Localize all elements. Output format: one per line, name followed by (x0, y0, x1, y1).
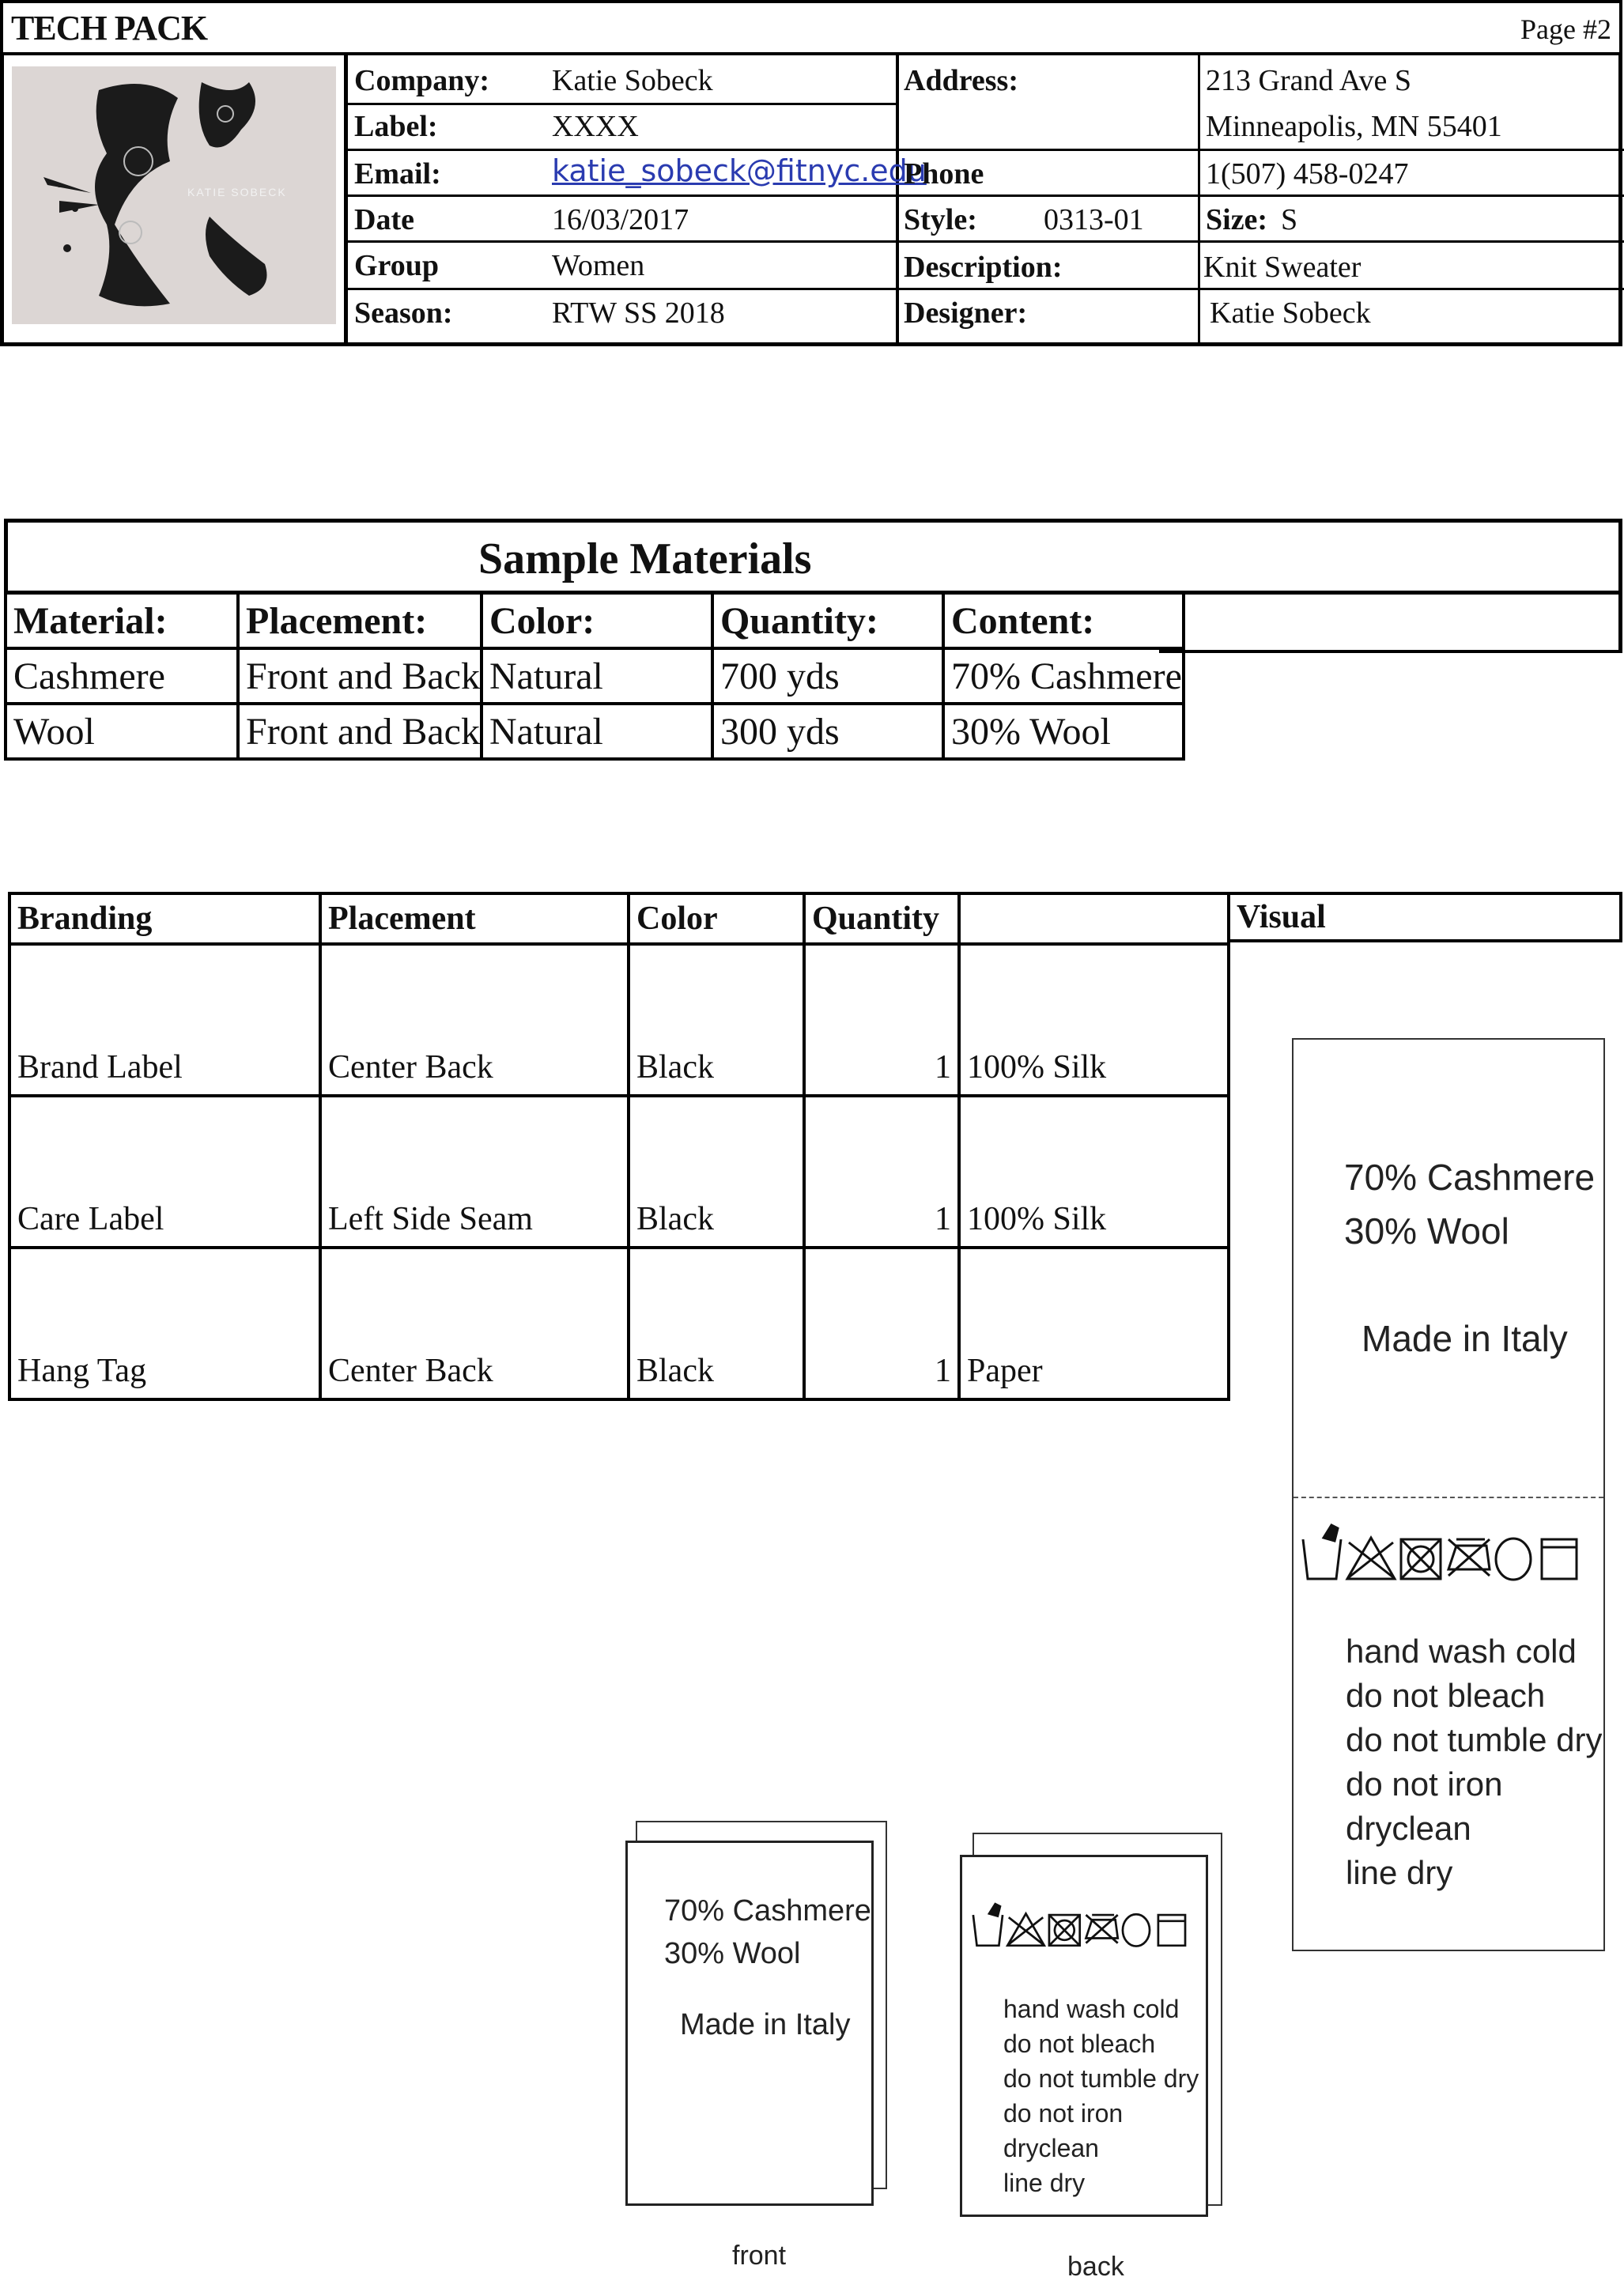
care-instruction: do not iron (1003, 2099, 1124, 2128)
image-caption: KATIE SOBECK (187, 186, 287, 198)
front-caption: front (732, 2241, 787, 2271)
group-label: Group (354, 249, 440, 282)
dryclean-icon (1496, 1539, 1531, 1580)
header-cell: Placement (320, 893, 629, 944)
phone-value: 1(507) 458-0247 (1206, 157, 1409, 191)
table-cell: Paper (959, 1248, 1229, 1399)
table-cell: Black (629, 944, 804, 1096)
care-instruction: do not bleach (1346, 1677, 1546, 1714)
care-instruction: do not iron (1346, 1765, 1503, 1803)
label-visual-unfolded (1292, 1038, 1605, 1951)
label-label: Label: (354, 110, 438, 143)
header-cell: Material: (6, 593, 238, 648)
label-value: XXXX (552, 110, 639, 143)
season-value: RTW SS 2018 (552, 296, 725, 330)
table-row (6, 704, 1184, 759)
table-cell: Cashmere (6, 648, 238, 704)
table-row (9, 1248, 1229, 1399)
table-cell: 1 (804, 1096, 959, 1248)
no-iron-icon (1448, 1539, 1490, 1576)
care-instruction: dryclean (1003, 2134, 1099, 2162)
content-line2: 30% Wool (664, 1937, 801, 1970)
origin-text: Made in Italy (680, 2008, 851, 2041)
date-value: 16/03/2017 (552, 203, 689, 236)
care-instruction: do not bleach (1003, 2030, 1156, 2058)
description-label: Description: (904, 251, 1063, 284)
header-cell: Color: (482, 593, 712, 648)
no-tumble-dry-icon (1401, 1539, 1441, 1579)
branding-table (8, 892, 1230, 1401)
line-dry-icon (1158, 1915, 1185, 1946)
table-cell: Brand Label (9, 944, 320, 1096)
hand-wash-icon (1303, 1539, 1341, 1579)
designer-value: Katie Sobeck (1210, 296, 1371, 330)
address-label: Address: (904, 64, 1018, 97)
table-cell: Black (629, 1096, 804, 1248)
no-iron-icon (1086, 1915, 1117, 1943)
fold-line (1294, 1497, 1603, 1498)
table-cell: 100% Silk (959, 944, 1229, 1096)
table-cell: 100% Silk (959, 1096, 1229, 1248)
table-cell: Wool (6, 704, 238, 759)
care-instruction: hand wash cold (1003, 1995, 1180, 2023)
table-cell: Center Back (320, 944, 629, 1096)
table-cell: Natural (482, 648, 712, 704)
table-cell: Care Label (9, 1096, 320, 1248)
no-bleach-icon (1347, 1538, 1395, 1579)
header-cell (959, 893, 1229, 944)
table-cell: 70% Cashmere (943, 648, 1184, 704)
care-instruction: line dry (1003, 2169, 1086, 2197)
header-cell: Color (629, 893, 804, 944)
email-link[interactable]: katie_sobeck@fitnyc.edu (552, 153, 927, 188)
care-instruction: hand wash cold (1346, 1633, 1577, 1670)
table-cell: Center Back (320, 1248, 629, 1399)
date-label: Date (354, 203, 414, 236)
style-label: Style: (904, 203, 977, 236)
designer-label: Designer: (904, 296, 1028, 330)
sample-materials-spacer (1159, 595, 1622, 653)
back-caption: back (1067, 2252, 1124, 2282)
header-cell: Branding (9, 893, 320, 944)
table-row (9, 1096, 1229, 1248)
sample-materials-header (4, 519, 1622, 595)
doc-title: TECH PACK (11, 9, 208, 47)
hand-icon (989, 1904, 1000, 1916)
table-row (9, 944, 1229, 1096)
table-header-row (9, 893, 1229, 944)
origin-text: Made in Italy (1362, 1318, 1568, 1359)
phone-label: Phone (904, 157, 984, 191)
style-value: 0313-01 (1044, 203, 1144, 236)
company-label: Company: (354, 64, 490, 97)
table-cell: 30% Wool (943, 704, 1184, 759)
table-cell: 700 yds (712, 648, 943, 704)
email-label: Email: (354, 157, 441, 191)
table-cell: Natural (482, 704, 712, 759)
dryclean-icon (1123, 1914, 1150, 1946)
no-bleach-icon (1007, 1914, 1044, 1946)
table-cell: Black (629, 1248, 804, 1399)
info-panel (0, 55, 1622, 346)
table-cell: 300 yds (712, 704, 943, 759)
header-cell: Quantity: (712, 593, 943, 648)
header-cell: Placement: (238, 593, 482, 648)
season-label: Season: (354, 296, 453, 330)
info-grid (344, 55, 1621, 342)
hand-wash-icon (973, 1915, 1003, 1946)
table-header-row (6, 593, 1184, 648)
header-cell: Quantity (804, 893, 959, 944)
care-instruction: line dry (1346, 1854, 1453, 1891)
table-cell: Hang Tag (9, 1248, 320, 1399)
group-value: Women (552, 249, 645, 282)
front-tag (625, 1841, 874, 2206)
content-line2: 30% Wool (1344, 1210, 1509, 1252)
size-label: Size: (1206, 203, 1268, 236)
content-line1: 70% Cashmere (1344, 1157, 1596, 1198)
content-line1: 70% Cashmere (664, 1894, 871, 1928)
care-instruction: do not tumble dry (1346, 1721, 1603, 1758)
table-cell: 1 (804, 944, 959, 1096)
table-row (6, 648, 1184, 704)
care-instruction: dryclean (1346, 1810, 1471, 1847)
sample-materials-table (4, 591, 1185, 761)
page-number: Page #2 (1520, 13, 1611, 45)
no-tumble-dry-icon (1049, 1915, 1080, 1946)
table-cell: Front and Back (238, 704, 482, 759)
description-value: Knit Sweater (1203, 251, 1362, 284)
hand-icon (1324, 1525, 1338, 1541)
care-symbols (969, 1901, 1206, 1950)
address-line2: Minneapolis, MN 55401 (1206, 110, 1502, 143)
size-value: S (1281, 203, 1298, 236)
header-cell: Content: (943, 593, 1184, 648)
sample-materials-title: Sample Materials (478, 534, 812, 583)
table-cell: Front and Back (238, 648, 482, 704)
care-symbols (1300, 1522, 1600, 1585)
table-cell: Left Side Seam (320, 1096, 629, 1248)
back-tag (960, 1855, 1208, 2217)
company-value: Katie Sobeck (552, 64, 713, 97)
address-line1: 213 Grand Ave S (1206, 64, 1411, 97)
brand-image (12, 66, 336, 324)
table-cell: 1 (804, 1248, 959, 1399)
line-dry-icon (1542, 1539, 1577, 1579)
visual-header: Visual (1227, 892, 1622, 942)
care-instruction: do not tumble dry (1003, 2064, 1199, 2093)
title-bar (0, 0, 1622, 55)
